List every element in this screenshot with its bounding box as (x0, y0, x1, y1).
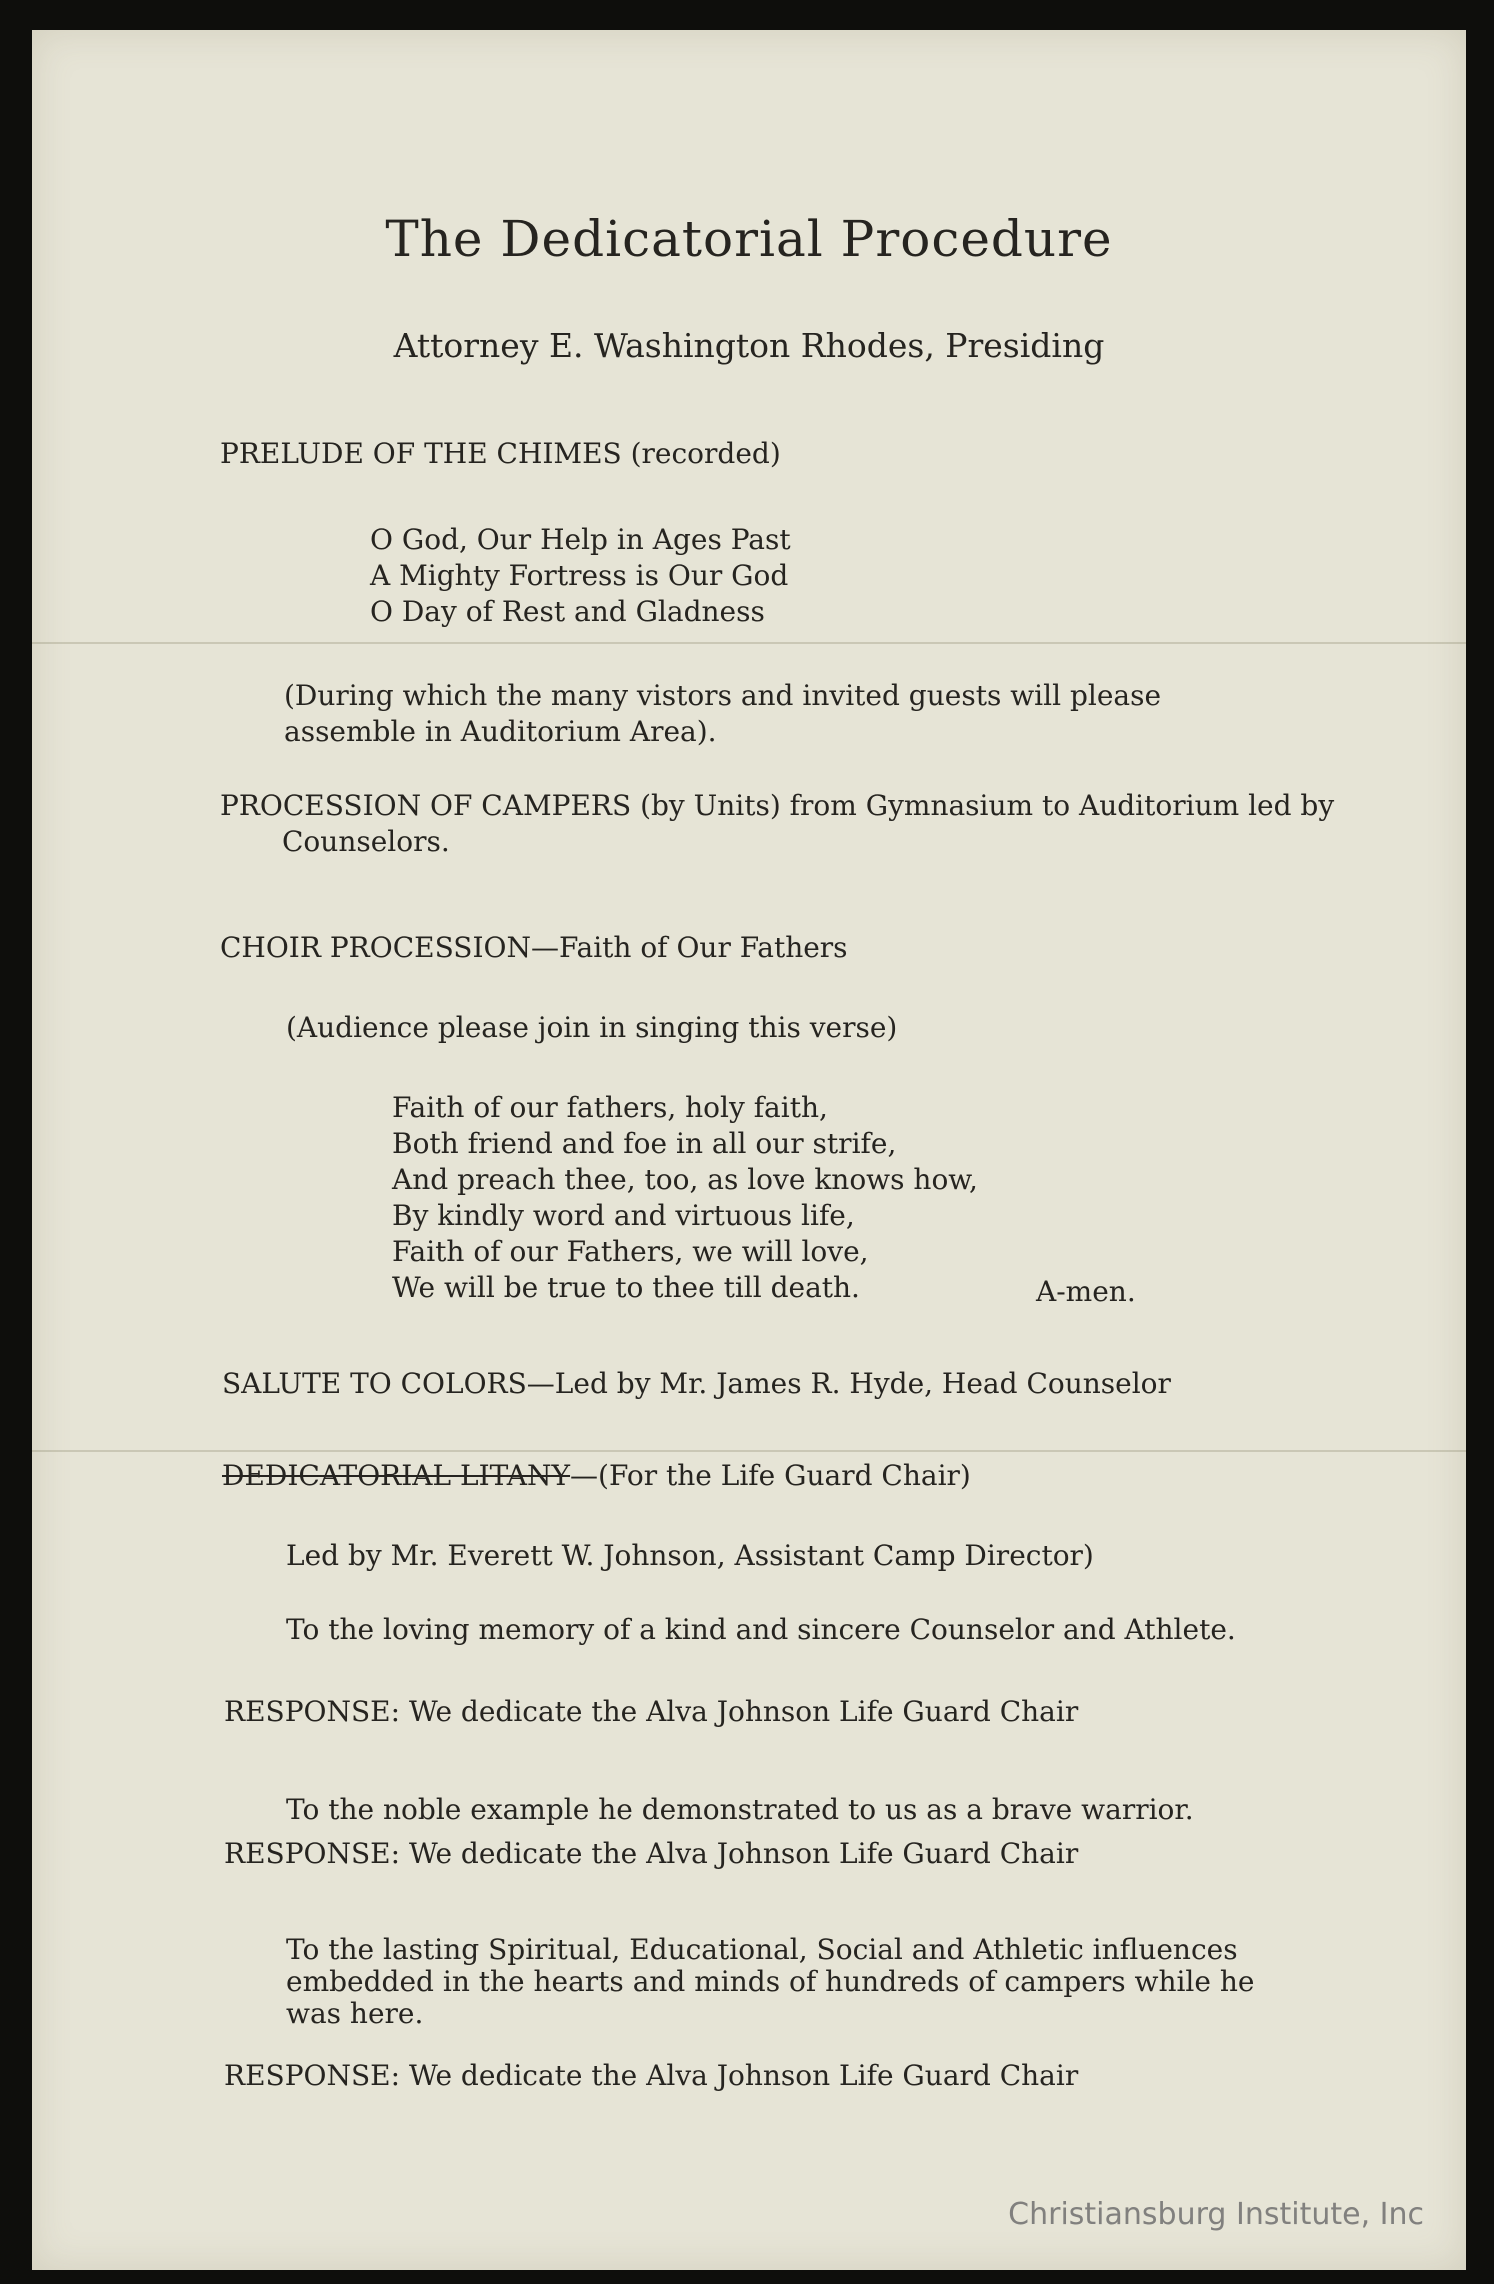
prelude-note: (During which the many vistors and invited guests will please assemble in Auditorium Area). (284, 679, 1162, 748)
litany-item-2: To the noble example he demonstrated to us as a brave warrior. (286, 1793, 1194, 1826)
verse-line-3: And preach thee, too, as love knows how, (392, 1163, 978, 1196)
verse-line-4: By kindly word and virtuous life, (392, 1199, 855, 1232)
choir-note: (Audience please join in singing this verse) (286, 1011, 898, 1044)
prelude-heading: PRELUDE OF THE CHIMES (recorded) (220, 437, 781, 470)
presider-line: Attorney E. Washington Rhodes, Presiding (393, 326, 1105, 365)
fold-crease-upper (32, 642, 1466, 644)
litany-heading-struck: DEDICATORIAL LITANY (222, 1459, 571, 1492)
litany-heading-rest: —(For the Life Guard Chair) (570, 1459, 971, 1492)
litany-item-3: To the lasting Spiritual, Educational, Social and Athletic influences embedded in the hearts and minds of hundreds of campers while he was here. (286, 1933, 1255, 2030)
verse-line-1: Faith of our fathers, holy faith, (392, 1091, 828, 1124)
page-title: The Dedicatorial Procedure (385, 210, 1113, 268)
salute-line: SALUTE TO COLORS—Led by Mr. James R. Hyde, Head Counselor (222, 1367, 1171, 1400)
prelude-hymn-2: A Mighty Fortress is Our God (370, 559, 789, 592)
amen: A-men. (1036, 1275, 1136, 1308)
verse-line-6: We will be true to thee till death. (392, 1271, 860, 1304)
verse-line-2: Both friend and foe in all our strife, (392, 1127, 897, 1160)
litany-leader: Led by Mr. Everett W. Johnson, Assistant Camp Director) (286, 1539, 1094, 1572)
litany-response-2: RESPONSE: We dedicate the Alva Johnson Life Guard Chair (224, 1837, 1079, 1870)
fold-crease-lower (32, 1450, 1466, 1452)
program-sheet (32, 30, 1466, 2270)
prelude-hymn-3: O Day of Rest and Gladness (370, 595, 765, 628)
watermark: Christiansburg Institute, Inc (1008, 2197, 1424, 2232)
litany-heading (222, 1458, 971, 1494)
verse-line-5: Faith of our Fathers, we will love, (392, 1235, 869, 1268)
litany-item-1: To the loving memory of a kind and sincere Counselor and Athlete. (286, 1613, 1236, 1646)
choir-heading: CHOIR PROCESSION—Faith of Our Fathers (220, 931, 848, 964)
litany-response-1: RESPONSE: We dedicate the Alva Johnson Life Guard Chair (224, 1695, 1079, 1728)
litany-response-3: RESPONSE: We dedicate the Alva Johnson Life Guard Chair (224, 2059, 1079, 2092)
prelude-hymn-1: O God, Our Help in Ages Past (370, 523, 791, 556)
procession-text: PROCESSION OF CAMPERS (by Units) from Gymnasium to Auditorium led by Counselors. (220, 789, 1335, 858)
